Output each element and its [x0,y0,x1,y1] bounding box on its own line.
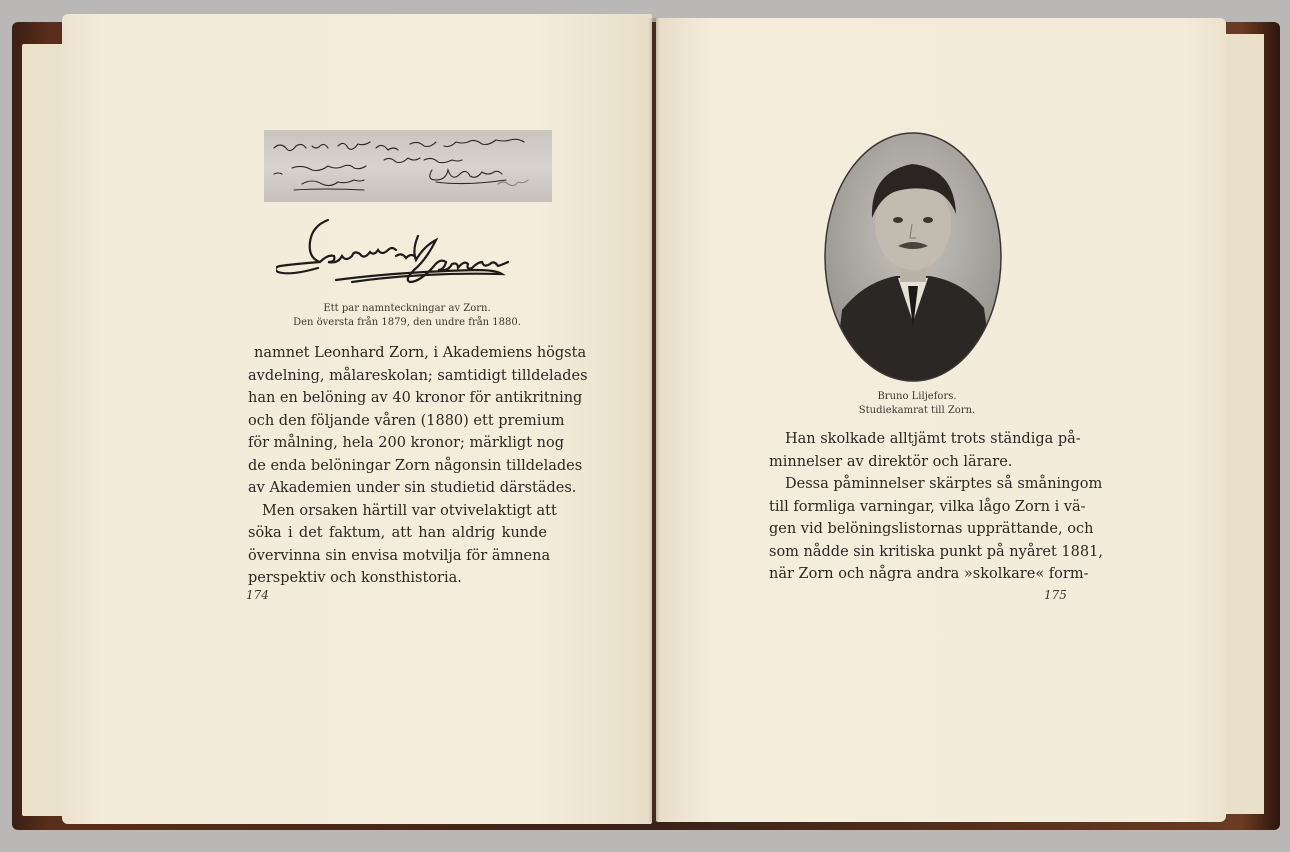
body-line: han en belöning av 40 kronor för antikritning [248,390,583,406]
body-line: av Akademien under sin studietid därstädes. [248,480,577,496]
body-line: gen vid belöningslistornas upprättande, och [769,521,1094,537]
body-line: de enda belöningar Zorn någonsin tilldelades [248,457,583,474]
body-line: och den följande våren (1880) ett premium [248,412,565,429]
signature-image-1880 [276,206,536,292]
caption-line-2: Den översta från 1879, den undre från 1880. [293,317,521,328]
right-page-body [769,428,1103,586]
body-line: perspektiv och konsthistoria. [248,570,462,586]
body-line: övervinna sin envisa motvilja för ämnena [248,547,551,564]
left-page-body [248,342,588,590]
portrait-caption [842,390,992,418]
page-number-left: 174 [246,588,269,602]
body-line: minnelser av direktör och lärare. [769,453,1013,470]
signature-image-1879 [264,130,552,202]
body-line: när Zorn och några andra »skolkare« form- [769,566,1089,582]
body-line: till formliga varningar, vilka lågo Zorn i vä- [769,498,1086,515]
body-line: för målning, hela 200 kronor; märkligt nog [248,435,564,451]
portrait-photo [824,132,1002,382]
book-gutter [648,18,660,822]
signature-caption [262,302,552,330]
body-line: som nådde sin kritiska punkt på nyåret 1881, [769,543,1103,560]
body-line: söka i det faktum, att han aldrig kunde [248,525,547,541]
body-line: Dessa påminnelser skärptes så småningom [785,476,1103,492]
line-text: namnet Leonhard Zorn, i Akademiens högsta [254,345,587,361]
body-line: Men orsaken härtill var otvivelaktigt att [262,502,557,519]
caption-line-2: Studiekamrat till Zorn. [858,405,976,416]
body-line: avdelning, målareskolan; samtidigt tilldelades [248,367,588,384]
caption-line-1: Ett par namnteckningar av Zorn. [323,303,491,314]
page-number-right: 175 [1044,588,1067,602]
caption-line-1: Bruno Liljefors. [877,391,957,402]
body-line: Han skolkade alltjämt trots ständiga på- [785,431,1081,447]
body-line [248,342,587,365]
